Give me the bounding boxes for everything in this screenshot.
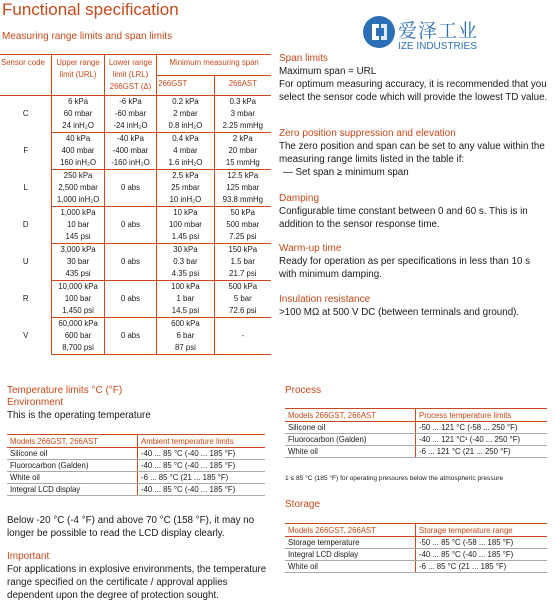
table-row [0, 133, 271, 146]
zero-position-heading: Zero position suppression and elevation [279, 128, 456, 139]
insulation-heading: Insulation resistance [279, 294, 371, 305]
table-cell: -6 ... 121 °C (21 ... 250 °F) [416, 446, 548, 458]
table-row [285, 561, 547, 573]
table-cell: 87 psi [157, 342, 214, 355]
table-cell [214, 318, 271, 331]
table-cell: 0 abs [104, 256, 156, 268]
table-cell: 7.25 psi [214, 231, 271, 244]
table-cell: White oil [7, 472, 138, 484]
table-cell: 2 kPa [214, 133, 271, 146]
table-cell [104, 342, 156, 355]
table-row [0, 244, 271, 257]
table-cell: -40 kPa [104, 133, 156, 146]
table-cell: -40 ... 85 °C (-40 ... 185 °F) [138, 484, 266, 496]
table-cell: 500 kPa [214, 281, 271, 294]
storage-header-models: Models 266GST, 266AST [285, 524, 416, 537]
storage-temperature-table [285, 523, 547, 573]
table-cell: -6 ... 85 °C (21 ... 185 °F) [416, 561, 548, 573]
table-cell: 24 inH₂O [52, 120, 104, 133]
table-row [285, 446, 547, 458]
table-cell: 125 mbar [214, 182, 271, 194]
table-cell: 14.5 psi [157, 305, 214, 318]
damping-text: Configurable time constant between 0 and 60 s. This is in addition to the sensor response time. [279, 206, 528, 230]
table-cell [214, 342, 271, 355]
table-cell: 100 bar [52, 293, 104, 305]
table-cell: -40 ... 85 °C (-40 ... 185 °F) [138, 448, 266, 460]
table-cell: 20 mbar [214, 145, 271, 157]
table-row [7, 448, 265, 460]
process-footnote: 1 ≤ 85 °C (185 °F) for operating pressures below the atmospheric pressure [285, 475, 504, 482]
table-row [285, 422, 547, 434]
table-cell: Fluorocarbon (Galden) [7, 460, 138, 472]
table-cell: 5 bar [214, 293, 271, 305]
table-row [0, 207, 271, 220]
important-heading: Important [7, 551, 50, 562]
table-cell: 60,000 kPa [52, 318, 104, 331]
table-cell: 600 bar [52, 330, 104, 342]
table-cell: 1.45 psi [157, 231, 214, 244]
header-266gst: 266GST [157, 75, 214, 96]
process-heading: Process [285, 385, 322, 396]
table-cell: 10 kPa [157, 207, 214, 220]
table-cell: 10 bar [52, 219, 104, 231]
insulation-text: >100 MΩ at 500 V DC (between terminals and ground). [279, 307, 520, 318]
table-cell: 6 bar [157, 330, 214, 342]
table-row [7, 472, 265, 484]
table-row [7, 484, 265, 496]
table-cell: 60 mbar [52, 108, 104, 120]
sensor-code-cell: F [23, 146, 29, 155]
header-min-span: Minimum measuring span [157, 55, 271, 76]
table-cell: 0.3 bar [157, 256, 214, 268]
sensor-code-cell: V [23, 331, 29, 340]
table-cell: 2.25 mmHg [214, 120, 271, 133]
table-cell: Fluorocarbon (Galden) [285, 434, 416, 446]
table-cell: 72.6 psi [214, 305, 271, 318]
table-cell: - [214, 330, 271, 342]
table-cell [104, 244, 156, 257]
table-cell: 2.5 kPa [157, 170, 214, 183]
table-cell: -40 ... 121 °C¹ (-40 ... 250 °F) [416, 434, 548, 446]
measuring-range-table [0, 54, 271, 355]
table-cell: 1 bar [157, 293, 214, 305]
table-cell: 0.3 kPa [214, 96, 271, 109]
table-cell: -40 ... 85 °C (-40 ... 185 °F) [416, 549, 548, 561]
table-cell: 40 kPa [52, 133, 104, 146]
table-cell: 2,500 mbar [52, 182, 104, 194]
table-cell: 100 mbar [157, 219, 214, 231]
sensor-code-cell: U [22, 257, 29, 266]
table-cell: 600 kPa [157, 318, 214, 331]
process-header-models: Models 266GST, 266AST [285, 409, 416, 422]
table-cell: 0.8 inH₂O [157, 120, 214, 133]
table-row [7, 460, 265, 472]
table-cell [104, 305, 156, 318]
table-cell: -60 mbar [104, 108, 156, 120]
table-cell: 0 abs [104, 219, 156, 231]
table-cell: 10,000 kPa [52, 281, 104, 294]
span-limits-heading: Span limits [279, 53, 328, 64]
process-header-limits: Process temperature limits [416, 409, 548, 422]
table-cell [104, 281, 156, 294]
table-row [285, 549, 547, 561]
table-cell: 100 kPa [157, 281, 214, 294]
header-lrl: Lower range limit (LRL) 266GST (Δ) [104, 55, 156, 96]
page-title: Functional specification [2, 0, 179, 19]
table-cell [104, 318, 156, 331]
table-cell: 1.6 inH₂O [157, 157, 214, 170]
environment-text: This is the operating temperature [7, 410, 151, 421]
header-url: Upper range limit (URL) [52, 55, 104, 96]
table-cell: 6 kPa [52, 96, 104, 109]
table-cell [104, 268, 156, 281]
table-cell: 150 kPa [214, 244, 271, 257]
table-row [0, 281, 271, 294]
table-cell: 10 inH₂O [157, 194, 214, 207]
table-cell [104, 207, 156, 220]
table-row [0, 96, 271, 109]
table-cell: 145 psi [52, 231, 104, 244]
table-cell: 4.35 psi [157, 268, 214, 281]
table-cell: -6 ... 85 °C (21 ... 185 °F) [138, 472, 266, 484]
table-cell: 435 psi [52, 268, 104, 281]
max-span-text: Maximum span = URL [279, 66, 377, 77]
zero-position-bullet: — Set span ≥ minimum span [283, 167, 409, 178]
measuring-range-heading: Measuring range limits and span limits [2, 31, 173, 42]
table-row [285, 434, 547, 446]
table-row [0, 170, 271, 183]
logo-text-cn: 爱泽工业 [398, 21, 479, 42]
table-cell: -40 ... 85 °C (-40 ... 185 °F) [138, 460, 266, 472]
table-cell: 0.4 kPa [157, 133, 214, 146]
logo-text-en: IZE INDUSTRIES [398, 41, 477, 52]
environment-heading: Environment [7, 397, 64, 408]
table-cell: -400 mbar [104, 145, 156, 157]
table-cell [104, 231, 156, 244]
table-cell: 30 kPa [157, 244, 214, 257]
sensor-code-cell: R [22, 294, 29, 303]
table-cell: 3,000 kPa [52, 244, 104, 257]
table-cell: 1.5 bar [214, 256, 271, 268]
table-cell: 4 mbar [157, 145, 214, 157]
warmup-text: Ready for operation as per specifications in less than 10 s with minimum damping. [279, 256, 531, 280]
span-limits-text [279, 65, 549, 104]
span-recommendation-text: For optimum measuring accuracy, it is recommended that you select the sensor code which will provide the lowest TD value. [279, 79, 548, 103]
damping-heading: Damping [279, 193, 320, 204]
table-cell [104, 170, 156, 183]
sensor-code-cell: C [22, 109, 29, 119]
table-row [0, 318, 271, 331]
table-cell: 50 kPa [214, 207, 271, 220]
table-cell: 0 abs [104, 330, 156, 342]
table-cell: 0 abs [104, 182, 156, 194]
table-cell: 250 kPa [52, 170, 104, 183]
table-cell: 1,000 inH₂O [52, 194, 104, 207]
table-cell: White oil [285, 446, 416, 458]
table-cell: 8,700 psi [52, 342, 104, 355]
table-cell: 1,450 psi [52, 305, 104, 318]
table-cell: Silicone oil [7, 448, 138, 460]
storage-heading: Storage [285, 499, 321, 510]
ambient-header-limits: Ambient temperature limits [138, 435, 266, 448]
table-cell: -160 inH₂O [104, 157, 156, 170]
table-cell: 1,000 kPa [52, 207, 104, 220]
ize-logo-icon [363, 16, 395, 48]
temperature-limits-heading: Temperature limits °C (°F) [7, 385, 123, 396]
table-cell: Silicone oil [285, 422, 416, 434]
header-sensor-code: Sensor code [0, 55, 52, 96]
table-cell: 93.8 mmHg [214, 194, 271, 207]
table-cell: -6 kPa [104, 96, 156, 109]
table-cell: -50 ... 85 °C (-58 ... 185 °F) [416, 537, 548, 549]
sensor-code-cell: D [22, 220, 29, 229]
table-cell: 30 bar [52, 256, 104, 268]
table-cell: Storage temperature [285, 537, 416, 549]
storage-header-range: Storage temperature range [416, 524, 548, 537]
table-cell: -24 inH₂O [104, 120, 156, 133]
ambient-temperature-table [7, 434, 265, 496]
table-cell: 2 mbar [157, 108, 214, 120]
table-cell: 0 abs [104, 293, 156, 305]
table-cell: 25 mbar [157, 182, 214, 194]
lcd-note-text: Below -20 °C (-4 °F) and above 70 °C (158 °F), it may no longer be possible to read the LCD display clearly. [7, 515, 255, 539]
table-cell: -50 ... 121 °C (-58 ... 250 °F) [416, 422, 548, 434]
sensor-code-cell: L [23, 183, 28, 192]
table-cell: 0.2 kPa [157, 96, 214, 109]
table-cell: 21.7 psi [214, 268, 271, 281]
process-temperature-table [285, 408, 547, 458]
table-cell: 3 mbar [214, 108, 271, 120]
table-cell: 15 mmHg [214, 157, 271, 170]
important-text: For applications in explosive environments, the temperature range specified on the certificate / approval applies dependent upon the degree of protection sought. [7, 564, 267, 601]
zero-position-text: The zero position and span can be set to any value within the measuring range limits listed in the table if: [279, 141, 545, 165]
table-cell: Integral LCD display [7, 484, 138, 496]
header-266ast: 266AST [214, 75, 271, 96]
table-cell: Integral LCD display [285, 549, 416, 561]
table-cell: 400 mbar [52, 145, 104, 157]
table-row [285, 537, 547, 549]
table-cell [104, 194, 156, 207]
ambient-header-models: Models 266GST, 266AST [7, 435, 138, 448]
table-cell: 12.5 kPa [214, 170, 271, 183]
table-cell: White oil [285, 561, 416, 573]
table-cell: 160 inH₂O [52, 157, 104, 170]
warmup-heading: Warm-up time [279, 243, 342, 254]
table-cell: 500 mbar [214, 219, 271, 231]
